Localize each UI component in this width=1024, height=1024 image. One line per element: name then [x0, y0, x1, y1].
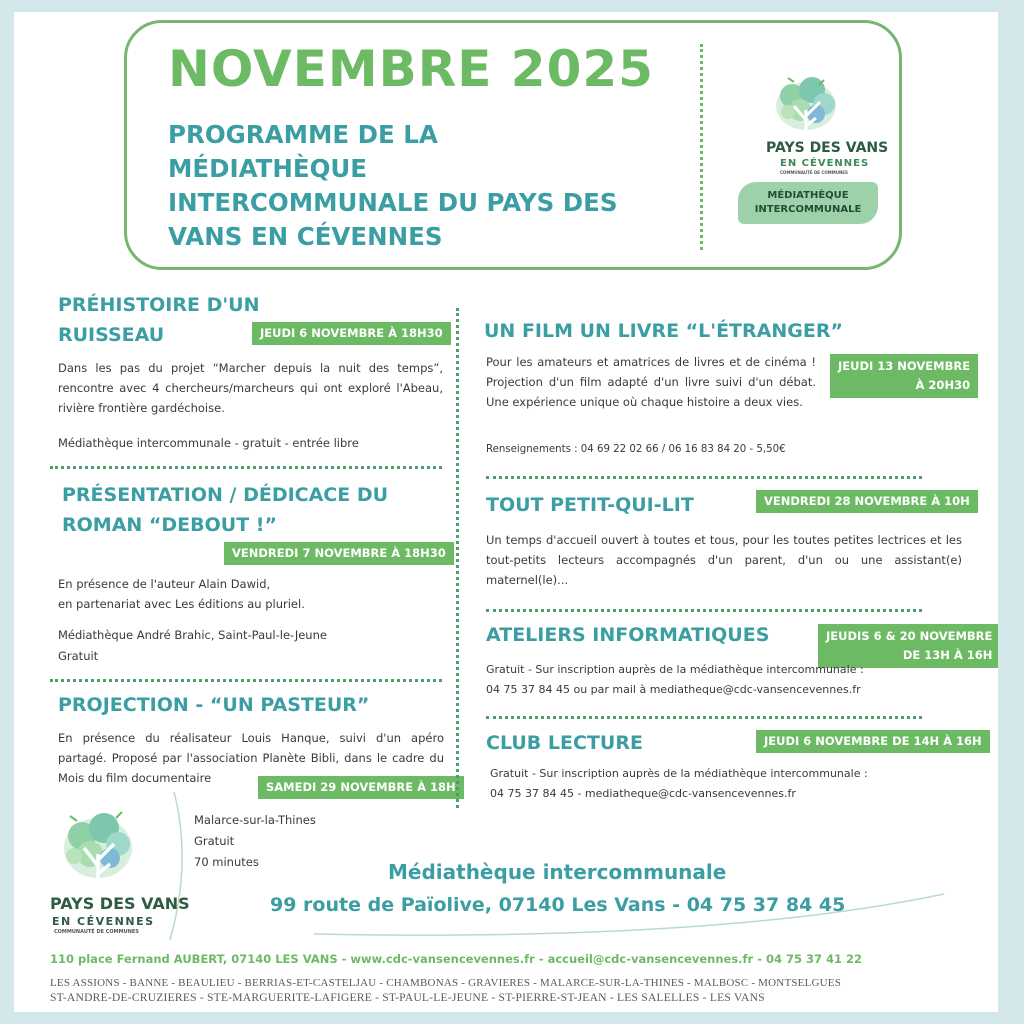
event-date-film-line2: À 20H30	[915, 378, 971, 392]
divider-left-2	[50, 679, 442, 682]
communes-line-2: ST-ANDRE-DE-CRUZIERES - STE-MARGUERITE-LAFIGERE - ST-PAUL-LE-JEUNE - ST-PIERRE-ST-JEAN - LES SALELLES - LES VANS	[50, 991, 765, 1004]
footer-mediatheque-name: Médiathèque intercommunale	[388, 860, 727, 884]
logo-region: EN CÉVENNES	[780, 158, 870, 169]
event-title-presentation-1: PRÉSENTATION / DÉDICACE DU	[62, 484, 389, 506]
event-desc-club-2: 04 75 37 84 45 - mediatheque@cdc-vansencevennes.fr	[490, 787, 796, 800]
event-desc-projection: En présence du réalisateur Louis Hanque, suivi d'un apéro partagé. Proposé par l'association Planète Bibli, dans le cadre du Mois du film documentaire	[58, 731, 444, 785]
footer-logo-name: PAYS DES VANS	[50, 894, 190, 913]
event-date-projection: SAMEDI 29 NOVEMBRE À 18H	[258, 776, 464, 799]
event-date-prehistoire: JEUDI 6 NOVEMBRE À 18H30	[252, 322, 451, 345]
divider-right-3	[486, 716, 922, 719]
event-place-prehistoire: Médiathèque intercommunale - gratuit - entrée libre	[58, 436, 359, 450]
event-desc-prehistoire: Dans les pas du projet “Marcher depuis la nuit des temps”, rencontre avec 4 chercheurs/marcheurs qui ont exploré l'Abeau, rivière frontière gardéchoise.	[58, 361, 443, 415]
tree-logo-icon	[766, 70, 846, 140]
event-title-film: UN FILM UN LIVRE “L'ÉTRANGER”	[484, 320, 843, 342]
event-desc-club-1: Gratuit - Sur inscription auprès de la médiathèque intercommunale :	[490, 767, 868, 780]
page-subtitle: PROGRAMME DE LA MÉDIATHÈQUE INTERCOMMUNALE DU PAYS DES VANS EN CÉVENNES	[168, 120, 618, 251]
event-title-presentation-2: ROMAN “DEBOUT !”	[62, 514, 277, 536]
mediatheque-badge-label: MÉDIATHÈQUE INTERCOMMUNALE	[754, 190, 862, 215]
event-date-ateliers-line2: DE 13H À 16H	[902, 648, 993, 662]
logo-name: PAYS DES VANS	[766, 140, 889, 156]
event-desc-ateliers-2: 04 75 37 84 45 ou par mail à mediatheque@cdc-vansencevennes.fr	[486, 683, 861, 696]
event-place-projection-3: 70 minutes	[194, 855, 259, 869]
event-date-toutpetit: VENDREDI 28 NOVEMBRE À 10H	[756, 490, 978, 513]
divider-left-1	[50, 466, 442, 469]
event-date-ateliers-line1: JEUDIS 6 & 20 NOVEMBRE	[826, 629, 993, 643]
contact-line: 110 place Fernand AUBERT, 07140 LES VANS - www.cdc-vansencevennes.fr - accueil@cdc-vansencevennes.fr - 04 75 37 41 22	[50, 952, 863, 966]
program-sheet	[14, 12, 998, 1012]
mediatheque-badge	[738, 182, 878, 224]
event-title-toutpetit: TOUT PETIT-QUI-LIT	[486, 494, 694, 516]
event-place-presentation-2: Gratuit	[58, 649, 99, 663]
page-title: NOVEMBRE 2025	[168, 40, 654, 98]
event-title-ateliers: ATELIERS INFORMATIQUES	[486, 624, 770, 646]
footer-logo-tagline: COMMUNAUTÉ DE COMMUNES	[54, 929, 139, 935]
event-desc-presentation-1: En présence de l'auteur Alain Dawid,	[58, 577, 271, 591]
footer-tree-logo-icon	[52, 804, 142, 890]
divider-right-2	[486, 609, 922, 612]
event-title-club: CLUB LECTURE	[486, 732, 643, 754]
event-date-club: JEUDI 6 NOVEMBRE DE 14H À 16H	[756, 730, 990, 753]
event-place-projection-1: Malarce-sur-la-Thines	[194, 813, 316, 827]
event-title-prehistoire-2: RUISSEAU	[58, 324, 165, 346]
footer-address: 99 route de Païolive, 07140 Les Vans - 04 75 37 84 45	[270, 894, 846, 916]
header-divider	[700, 44, 703, 250]
event-desc-presentation-2: en partenariat avec Les éditions au pluriel.	[58, 597, 305, 611]
event-desc-film: Pour les amateurs et amatrices de livres et de cinéma ! Projection d'un film adapté d'un livre suivi d'un débat. Une expérience unique où chaque histoire a deux vies.	[486, 355, 816, 409]
event-desc-toutpetit: Un temps d'accueil ouvert à toutes et tous, pour les toutes petites lectrices et les tout-petits lecteurs accompagnés d'un parent, d'un ou une assistant(e) maternel(le)...	[486, 533, 962, 587]
event-date-film	[830, 354, 978, 398]
logo-tagline: COMMUNAUTÉ DE COMMUNES	[780, 170, 848, 175]
event-place-presentation-1: Médiathèque André Brahic, Saint-Paul-le-Jeune	[58, 628, 327, 642]
event-date-film-line1: JEUDI 13 NOVEMBRE	[838, 359, 971, 373]
event-place-projection-2: Gratuit	[194, 834, 235, 848]
divider-right-1	[486, 476, 922, 479]
event-desc-ateliers-1: Gratuit - Sur inscription auprès de la médiathèque intercommunale :	[486, 663, 864, 676]
event-info-film: Renseignements : 04 69 22 02 66 / 06 16 83 84 20 - 5,50€	[486, 444, 786, 455]
event-title-prehistoire-1: PRÉHISTOIRE D'UN	[58, 294, 260, 316]
communes-line-1: LES ASSIONS - BANNE - BEAULIEU - BERRIAS-ET-CASTELJAU - CHAMBONAS - GRAVIERES - MALARCE-SUR-LA-THINES - MALBOSC - MONTSELGUES	[50, 977, 842, 989]
footer-logo-region: EN CÉVENNES	[52, 915, 155, 928]
event-date-presentation: VENDREDI 7 NOVEMBRE À 18H30	[224, 542, 454, 565]
column-divider	[456, 308, 459, 808]
event-title-projection: PROJECTION - “UN PASTEUR”	[58, 694, 370, 716]
